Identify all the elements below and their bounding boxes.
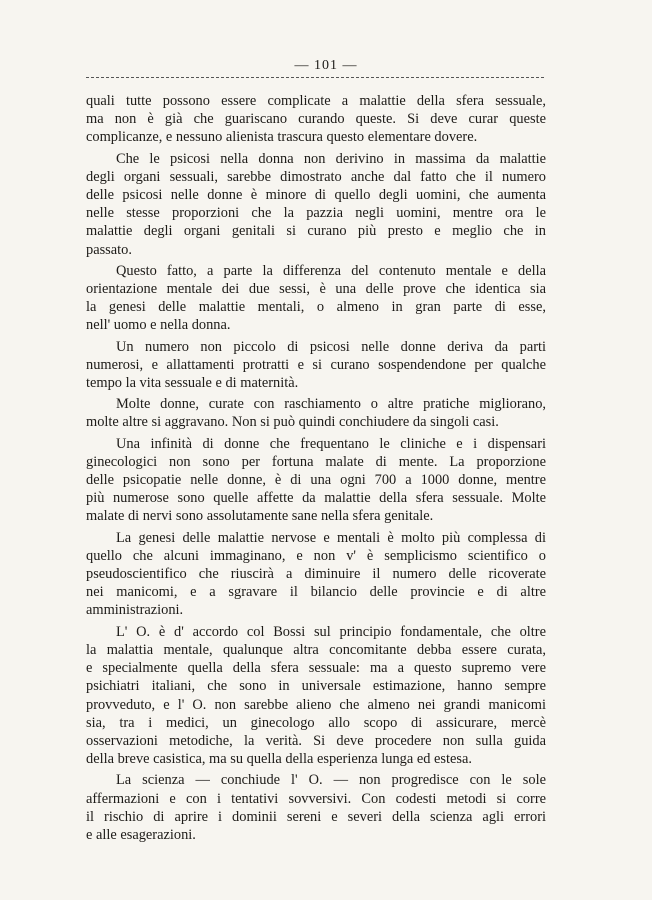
text-line: pseudoscientifico che riuscirà a diminuire il numero delle ricoverate	[86, 566, 546, 583]
text-line: della breve casistica, ma su quella della esperienza lunga ed estesa.	[86, 751, 472, 768]
paragraph	[86, 395, 546, 431]
text-line: orientazione mentale dei due sessi, è una delle prove che identica sia	[86, 281, 546, 298]
text-line: ginecologici non sono per fortuna malate di mente. La proporzione	[86, 453, 546, 470]
text-line: quali tutte possono essere complicate a malattie della sfera sessuale,	[86, 93, 546, 109]
text-line: osservazioni metodiche, la verità. Si deve procedere non sulla guida	[86, 732, 546, 749]
text-line: tempo la vita sessuale e di maternità.	[86, 375, 299, 392]
text-line: numerosi, e allattamenti protratti e si curano sospendendone per qualche	[86, 356, 546, 373]
paragraph	[86, 529, 546, 620]
paragraph	[86, 338, 546, 393]
text-line: nell' uomo e nella donna.	[86, 317, 231, 334]
text-line: ma non è già che guariscano curando queste. Si deve curar queste	[86, 111, 546, 128]
text-line: e alle esagerazioni.	[86, 826, 196, 843]
text-line: La scienza — conchiude l' O. — non progredisce con le sole	[116, 772, 546, 789]
text-line: malate di nervi sono assolutamente sane nella sfera genitale.	[86, 508, 434, 525]
text-line: Questo fatto, a parte la differenza del contenuto mentale e della	[116, 262, 546, 279]
text-line: malattie degli organi genitali si curano più presto e meglio che in	[86, 223, 546, 240]
text-line: Un numero non piccolo di psicosi nelle donne deriva da parti	[116, 338, 546, 355]
text-line: amministrazioni.	[86, 602, 184, 619]
text-line: Che le psicosi nella donna non derivino in massima da malattie	[116, 150, 546, 167]
text-line: psichiatri italiani, che sono in universale estimazione, hanno sempre	[86, 678, 546, 695]
text-line: nelle stesse proporzioni che la pazzia negli uomini, mentre ora le	[86, 205, 546, 222]
text-line: la malattia mentale, qualunque altra concomitante debba essere curata,	[86, 641, 546, 658]
paragraph	[86, 262, 546, 335]
text-line: delle psicosi nelle donne è minore di quello degli uomini, che aumenta	[86, 187, 546, 204]
text-line: degli organi sessuali, sarebbe dimostrato anche dal fatto che il numero	[86, 168, 546, 185]
text-line: quello che alcuni immaginano, e non v' è semplicismo scientifico o	[86, 547, 546, 564]
paragraph	[86, 771, 546, 844]
text-line: complicanze, e nessuno alienista trascura questo elementare dovere.	[86, 129, 478, 146]
text-line: Una infinità di donne che frequentano le cliniche e i dispensari	[116, 435, 546, 452]
text-line: La genesi delle malattie nervose e mentali è molto più complessa di	[116, 529, 546, 546]
text-line: delle psicopatie nelle donne, è di una ogni 700 a 1000 donne, mentre	[86, 472, 546, 489]
paragraph	[86, 623, 546, 769]
text-line: più numerose sono quelle affette da malattie della sfera sessuale. Molte	[86, 490, 546, 507]
paragraph	[86, 92, 546, 147]
text-line: passato.	[86, 241, 132, 258]
text-line: L' O. è d' accordo col Bossi sul principio fondamentale, che oltre	[116, 623, 546, 640]
paragraph	[86, 435, 546, 526]
page-number: — 101 —	[294, 58, 358, 73]
text-line: sia, tra i medici, un ginecologo allo scopo di assicurare, mercè	[86, 714, 546, 731]
body-text	[86, 92, 546, 844]
text-line: affermazioni e con i tentativi sovversivi. Con codesti metodi si corre	[86, 790, 546, 807]
text-line: Molte donne, curate con raschiamento o altre pratiche migliorano,	[116, 396, 546, 413]
text-line: molte altre si aggravano. Non si può quindi conchiudere da singoli casi.	[86, 414, 499, 431]
header-rule	[86, 77, 544, 78]
text-line: e specialmente quella della sfera sessuale: ma a questo supremo vere	[86, 660, 546, 677]
text-line: nei manicomi, e a sgravare il bilancio delle provincie e di altre	[86, 584, 546, 601]
text-line: la genesi delle malattie mentali, o almeno in gran parte di esse,	[86, 299, 546, 316]
paragraph	[86, 150, 546, 259]
text-line: il rischio di aprire i dominii sereni e severi della scienza agli errori	[86, 808, 546, 825]
text-line: provveduto, e l' O. non sarebbe alieno che almeno nei grandi manicomi	[86, 696, 546, 713]
